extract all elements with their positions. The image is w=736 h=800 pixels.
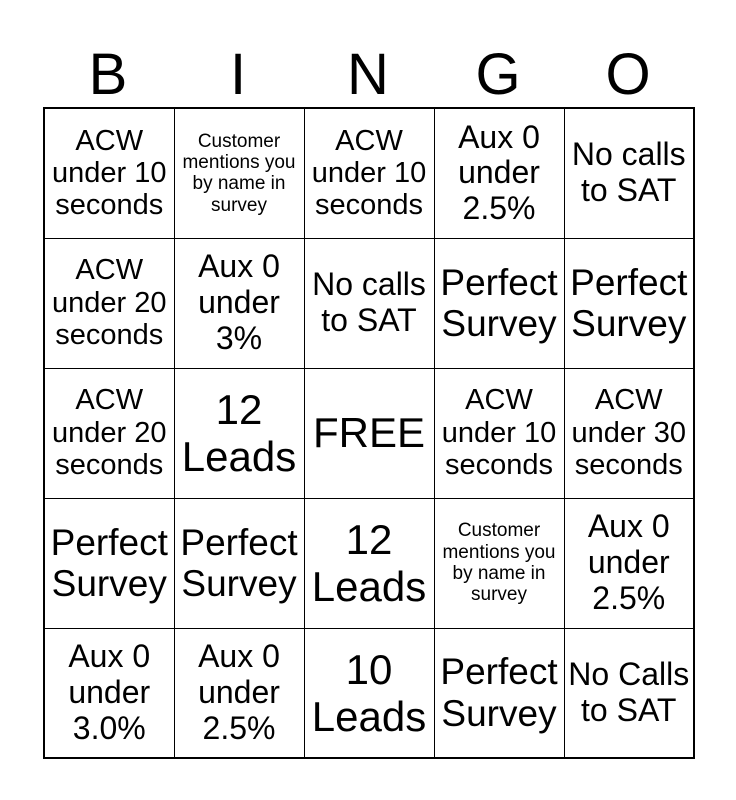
bingo-cell[interactable]: Perfect Survey — [44, 498, 174, 628]
bingo-cell[interactable]: Perfect Survey — [174, 498, 304, 628]
header-letter-i: I — [229, 42, 247, 107]
bingo-cell[interactable]: Perfect Survey — [434, 238, 564, 368]
header-letter-n: N — [347, 42, 389, 107]
header-letter-o: O — [605, 42, 651, 107]
board-row — [44, 498, 694, 628]
bingo-cell[interactable]: Customer mentions you by name in survey — [434, 498, 564, 628]
header-letter-g: G — [475, 42, 521, 107]
bingo-header — [43, 42, 693, 108]
bingo-cell[interactable]: Aux 0 under 2.5% — [564, 498, 694, 628]
free-space[interactable]: FREE — [304, 368, 434, 498]
bingo-cell[interactable]: Aux 0 under 2.5% — [174, 628, 304, 758]
bingo-cell[interactable]: No calls to SAT — [304, 238, 434, 368]
bingo-board — [43, 107, 695, 759]
bingo-cell[interactable]: No Calls to SAT — [564, 628, 694, 758]
bingo-cell[interactable]: ACW under 20 seconds — [44, 368, 174, 498]
bingo-cell[interactable]: ACW under 30 seconds — [564, 368, 694, 498]
bingo-cell[interactable]: No calls to SAT — [564, 108, 694, 238]
bingo-cell[interactable]: 12 Leads — [304, 498, 434, 628]
bingo-cell[interactable]: ACW under 20 seconds — [44, 238, 174, 368]
bingo-cell[interactable]: Perfect Survey — [434, 628, 564, 758]
bingo-cell[interactable]: Customer mentions you by name in survey — [174, 108, 304, 238]
bingo-cell[interactable]: Aux 0 under 3% — [174, 238, 304, 368]
board-row — [44, 368, 694, 498]
bingo-cell[interactable]: Aux 0 under 2.5% — [434, 108, 564, 238]
bingo-cell[interactable]: ACW under 10 seconds — [434, 368, 564, 498]
bingo-cell[interactable]: ACW under 10 seconds — [304, 108, 434, 238]
board-row — [44, 108, 694, 238]
bingo-cell[interactable]: 12 Leads — [174, 368, 304, 498]
bingo-cell[interactable]: ACW under 10 seconds — [44, 108, 174, 238]
board-row — [44, 238, 694, 368]
bingo-cell[interactable]: 10 Leads — [304, 628, 434, 758]
bingo-cell[interactable]: Aux 0 under 3.0% — [44, 628, 174, 758]
bingo-cell[interactable]: Perfect Survey — [564, 238, 694, 368]
board-row — [44, 628, 694, 758]
header-letter-b: B — [88, 42, 128, 107]
